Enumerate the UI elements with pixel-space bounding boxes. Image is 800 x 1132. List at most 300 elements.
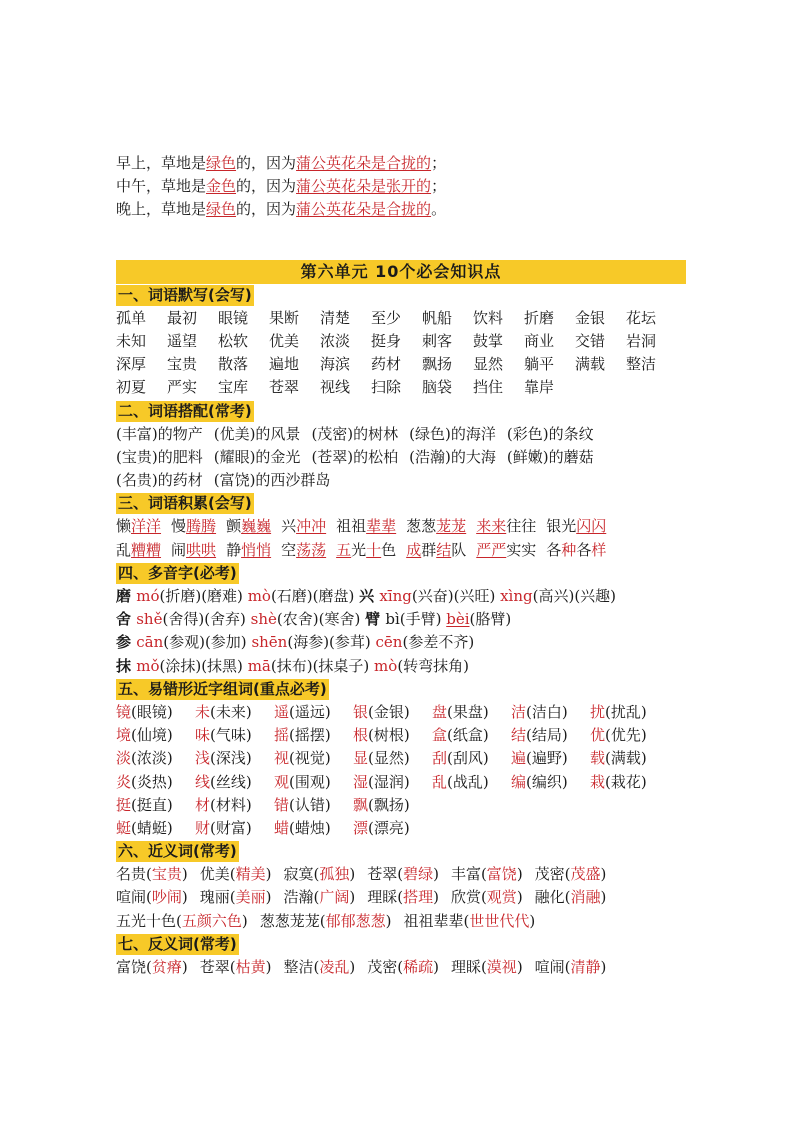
text-segment: 蒲公英花朵是合拢的 [296, 200, 432, 219]
polyphone-list [116, 585, 686, 678]
vocab-list [116, 307, 686, 400]
text-segment: ) [433, 888, 439, 907]
text-segment: xìng [500, 587, 533, 605]
pairing-row [116, 423, 686, 446]
text-segment: 往往 [506, 517, 537, 536]
section-heading-confusing-chars: 五、易错形近字组词(重点必考) [118, 679, 327, 698]
confusing-char: 遍 [511, 749, 527, 768]
accumulation-row [116, 515, 686, 538]
pairing-phrase: (彩色)的条纹 [506, 424, 594, 443]
vocab-row [116, 376, 686, 399]
text-segment: 富饶( [116, 958, 152, 976]
vocab-word: 视线 [320, 378, 351, 397]
unit-banner: 第六单元 10个必会知识点 [116, 260, 686, 284]
confusing-char: 湿 [353, 772, 369, 791]
vocab-word: 药材 [371, 355, 402, 374]
text-segment: 兴 [359, 587, 380, 605]
synonym-row [116, 863, 686, 886]
text-segment: (高兴)(兴趣) [532, 587, 617, 605]
confusing-word: (洁白) [526, 702, 568, 721]
text-segment: 光 [351, 540, 367, 559]
confusing-word: (浓淡) [131, 749, 173, 768]
confusing-pair [353, 771, 432, 794]
confusing-word: (战乱) [447, 772, 489, 791]
text-segment: 兴 [281, 517, 297, 536]
confusing-char: 结 [511, 726, 527, 745]
confusing-char: 刮 [432, 749, 448, 768]
text-segment: ) [433, 958, 439, 976]
text-segment: 队 [451, 540, 467, 559]
synonym-pair [367, 886, 439, 909]
section-heading-vocab-dictation: 一、词语默写(会写) [118, 285, 252, 304]
pairing-phrase: (绿色)的海洋 [409, 424, 496, 443]
synonym-pair [200, 863, 272, 886]
accumulation-phrase [116, 515, 161, 538]
confusing-char: 炎 [116, 772, 132, 791]
polyphone-row [116, 608, 686, 631]
vocab-word: 整洁 [626, 355, 657, 374]
confusing-char: 扰 [590, 702, 606, 721]
text-segment: 凌乱 [319, 958, 350, 976]
vocab-word: 帆船 [422, 308, 453, 327]
synonym-pair [260, 910, 392, 933]
text-segment: 慢 [171, 517, 187, 536]
text-segment: 悄悄 [241, 540, 272, 559]
polyphone-row [116, 631, 686, 654]
text-segment: 样 [591, 540, 607, 559]
text-segment: 晚上，草地是 [116, 200, 207, 219]
accumulation-phrase [226, 539, 271, 562]
text-segment: 懒 [116, 517, 132, 536]
text-segment: 祖祖 [336, 517, 367, 536]
text-segment: 腾腾 [186, 517, 217, 536]
confusing-char: 显 [353, 749, 369, 768]
vocab-word: 岩洞 [626, 331, 657, 350]
confusing-pair [274, 817, 353, 840]
intro-block [116, 152, 686, 222]
pairing-phrase: (优美)的风景 [213, 424, 301, 443]
vocab-word: 饮料 [473, 308, 504, 327]
text-segment: 的，因为 [236, 177, 297, 196]
text-segment: mò [247, 587, 271, 605]
confusing-word: (显然) [368, 749, 410, 768]
vocab-word: 海滨 [320, 355, 351, 374]
text-segment: 闪闪 [576, 517, 607, 536]
confusing-char: 错 [274, 795, 290, 814]
text-segment: 理睬( [367, 888, 404, 907]
confusing-word: (纸盒) [447, 726, 489, 745]
confusing-row [116, 817, 686, 840]
vocab-word: 严实 [167, 378, 198, 397]
synonym-pair [116, 910, 248, 933]
vocab-word: 挡住 [473, 378, 504, 397]
confusing-pair [511, 724, 590, 747]
confusing-pair [274, 771, 353, 794]
pairing-list [116, 423, 686, 493]
text-segment: 稀疏 [403, 958, 434, 976]
text-segment: 的，因为 [236, 154, 297, 172]
confusing-char: 根 [353, 726, 369, 745]
text-segment: 成 [406, 540, 422, 559]
confusing-pair [511, 701, 590, 724]
text-segment: 空 [281, 540, 297, 559]
text-segment: 哄哄 [186, 540, 217, 559]
confusing-word: (仙境) [131, 726, 173, 745]
confusing-pair [195, 701, 274, 724]
text-segment: shēn [251, 633, 288, 652]
confusing-pair [274, 701, 353, 724]
confusing-pair [116, 747, 195, 770]
text-segment: 磨 [116, 587, 137, 605]
text-segment: 喧闹( [534, 958, 571, 976]
confusing-pair [432, 747, 511, 770]
accumulation-phrase [116, 539, 161, 562]
accumulation-phrase [546, 515, 606, 538]
vocab-row [116, 353, 686, 376]
vocab-word: 宝库 [218, 378, 249, 397]
intro-sentence [116, 198, 686, 221]
confusing-char: 编 [511, 772, 527, 791]
confusing-pair [116, 817, 195, 840]
intro-sentence [116, 175, 686, 198]
confusing-word: (未来) [210, 702, 252, 721]
text-segment: 富饶 [486, 865, 517, 884]
confusing-pair [353, 747, 432, 770]
confusing-word: (刮风) [447, 749, 489, 768]
accumulation-phrase [336, 515, 396, 538]
vocab-word: 刺客 [422, 331, 453, 350]
text-segment: ) [181, 888, 188, 907]
vocab-row [116, 330, 686, 353]
confusing-word: (蜻蜓) [131, 818, 173, 837]
text-segment: 祖祖辈辈( [403, 911, 470, 930]
synonym-pair [367, 863, 439, 886]
vocab-word: 果断 [269, 308, 300, 327]
confusing-pair [353, 724, 432, 747]
confusing-pair [432, 724, 511, 747]
text-segment: ) [349, 958, 356, 976]
confusing-pair [195, 724, 274, 747]
text-segment: ) [349, 865, 356, 884]
confusing-char: 乱 [432, 772, 448, 791]
vocab-word: 满载 [575, 355, 606, 374]
accumulation-phrase [406, 515, 466, 538]
confusing-char: 摇 [274, 726, 290, 745]
vocab-word: 松软 [218, 331, 249, 350]
text-segment: 苍翠( [367, 865, 404, 884]
pairing-row [116, 469, 686, 492]
text-segment: 绿色 [206, 154, 237, 172]
antonym-list [116, 956, 686, 979]
confusing-row [116, 747, 686, 770]
text-segment: ) [529, 911, 536, 930]
vocab-word: 散落 [218, 355, 249, 374]
text-segment: mā [247, 656, 271, 675]
confusing-word: (丝线) [210, 772, 252, 791]
confusing-word: (摇摆) [289, 726, 331, 745]
vocab-word: 遥望 [167, 331, 198, 350]
text-segment: ) [516, 958, 523, 976]
confusing-word: (遥远) [289, 702, 331, 721]
confusing-pair [116, 771, 195, 794]
text-segment: (兴奋)(兴旺) [411, 587, 501, 605]
text-segment: 冲冲 [296, 517, 327, 536]
antonym-pair [200, 956, 272, 979]
text-segment: (折磨)(磨难) [159, 587, 248, 605]
antonym-pair [283, 956, 355, 979]
vocab-word: 优美 [269, 331, 300, 350]
confusing-word: (湿润) [368, 772, 410, 791]
vocab-word: 花坛 [626, 308, 657, 327]
confusing-char-list [116, 701, 686, 840]
text-segment: 绿色 [206, 200, 237, 219]
text-segment: shè [250, 610, 277, 629]
text-segment: mó [136, 587, 160, 605]
confusing-char: 载 [590, 749, 606, 768]
confusing-char: 优 [590, 726, 606, 745]
text-segment: 抹 [116, 656, 137, 675]
confusing-pair [195, 747, 274, 770]
text-segment: 浩瀚( [283, 888, 320, 907]
text-segment: 五光十色( [116, 911, 182, 930]
vocab-word: 脑袋 [422, 378, 453, 397]
vocab-word: 深厚 [116, 355, 147, 374]
confusing-char: 盘 [432, 702, 448, 721]
text-segment: (农舍)(寒舍) [276, 610, 366, 629]
synonym-pair [451, 886, 523, 909]
confusing-char: 材 [195, 795, 211, 814]
text-segment: 舍 [116, 610, 137, 629]
confusing-pair [432, 771, 511, 794]
confusing-pair [511, 747, 590, 770]
text-segment: 名贵( [116, 865, 152, 884]
vocab-word: 浓淡 [320, 331, 351, 350]
text-segment: 漠视 [486, 958, 517, 976]
text-segment: ； [431, 177, 447, 196]
text-segment: 十 [366, 540, 382, 559]
text-segment: 严严 [476, 540, 507, 559]
pairing-phrase: (浩瀚)的大海 [409, 447, 496, 466]
text-segment: ) [181, 865, 188, 884]
confusing-pair [274, 724, 353, 747]
text-segment: 理睬( [450, 958, 487, 976]
confusing-pair [353, 817, 432, 840]
pairing-phrase: (苍翠)的松柏 [311, 447, 399, 466]
vocab-word: 金银 [575, 308, 606, 327]
text-segment: shě [136, 610, 163, 629]
text-segment: 参 [116, 633, 137, 652]
confusing-char: 未 [195, 702, 211, 721]
text-segment: 茂密( [367, 958, 404, 976]
text-segment: (参差不齐) [402, 633, 475, 652]
confusing-char: 遥 [274, 702, 290, 721]
section-heading-word-accumulation: 三、词语积累(会写) [118, 494, 252, 513]
text-segment: 金色 [206, 177, 237, 196]
confusing-char: 镜 [116, 702, 132, 721]
text-segment: 郁郁葱葱 [325, 911, 386, 930]
confusing-char: 银 [353, 702, 369, 721]
confusing-pair [590, 701, 669, 724]
text-segment: 苍翠( [199, 958, 236, 976]
accumulation-phrase [171, 539, 216, 562]
vocab-word: 孤单 [116, 308, 147, 327]
confusing-char: 栽 [590, 772, 606, 791]
pairing-row [116, 446, 686, 469]
vocab-word: 靠岸 [524, 378, 555, 397]
intro-sentence [116, 152, 686, 175]
pairing-phrase: (富饶)的西沙群岛 [213, 471, 331, 490]
text-segment: 欣赏( [450, 888, 487, 907]
confusing-word: (树根) [368, 726, 410, 745]
text-segment: ) [600, 958, 607, 976]
confusing-word: (深浅) [210, 749, 252, 768]
confusing-pair [274, 747, 353, 770]
confusing-word: (财富) [210, 818, 252, 837]
text-segment: ) [181, 958, 188, 976]
confusing-word: (扰乱) [605, 702, 647, 721]
confusing-pair [116, 724, 195, 747]
text-segment: (舍得)(舍弃) [162, 610, 251, 629]
vocab-word: 眼镜 [218, 308, 249, 327]
accumulation-phrase [336, 539, 396, 562]
text-segment: ) [241, 911, 248, 930]
confusing-char: 线 [195, 772, 211, 791]
text-segment: 观赏 [486, 888, 517, 907]
confusing-word: (眼镜) [131, 702, 173, 721]
section-heading-polyphones: 四、多音字(必考) [118, 563, 237, 582]
text-segment: 结 [436, 540, 452, 559]
confusing-pair [195, 794, 274, 817]
text-segment: 瑰丽( [199, 888, 236, 907]
text-segment: 荡荡 [296, 540, 327, 559]
polyphone-row [116, 585, 686, 608]
text-segment: mǒ [136, 656, 160, 675]
text-segment: 辈辈 [366, 517, 397, 536]
text-segment: 清静 [570, 958, 601, 976]
confusing-char: 观 [274, 772, 290, 791]
text-segment: 喧闹( [116, 888, 152, 907]
vocab-word: 至少 [371, 308, 402, 327]
text-segment: ) [516, 865, 523, 884]
accumulation-phrase [281, 539, 326, 562]
confusing-word: (遍野) [526, 749, 568, 768]
text-segment: 五 [336, 540, 352, 559]
text-segment: 贫瘠 [151, 958, 182, 976]
confusing-word: (优先) [605, 726, 647, 745]
antonym-pair [116, 956, 188, 979]
text-segment: 枯黄 [235, 958, 266, 976]
text-segment: (胳臂) [469, 610, 512, 629]
synonym-pair [116, 886, 188, 909]
vocab-word: 清楚 [320, 308, 351, 327]
confusing-char: 挺 [116, 795, 132, 814]
confusing-char: 蜡 [274, 818, 290, 837]
confusing-word: (材料) [210, 795, 252, 814]
confusing-word: (飘扬) [368, 795, 410, 814]
text-segment: 美丽 [235, 888, 266, 907]
text-segment: ) [600, 888, 607, 907]
confusing-pair [353, 701, 432, 724]
vocab-word: 初夏 [116, 378, 147, 397]
confusing-word: (编织) [526, 772, 568, 791]
text-segment: 五颜六色 [181, 911, 242, 930]
synonym-pair [116, 863, 188, 886]
vocab-word: 苍翠 [269, 378, 300, 397]
text-segment: 蒲公英花朵是张开的 [296, 177, 432, 196]
text-segment: 。 [431, 200, 447, 219]
confusing-word: (果盘) [447, 702, 489, 721]
text-segment: 色 [381, 540, 397, 559]
vocab-word: 商业 [524, 331, 555, 350]
vocab-word: 挺身 [371, 331, 402, 350]
synonym-pair [535, 886, 607, 909]
text-segment: 碧绿 [403, 865, 434, 884]
vocab-word: 折磨 [524, 308, 555, 327]
text-segment: ) [600, 865, 607, 884]
section-heading-antonyms: 七、反义词(常考) [118, 934, 237, 953]
text-segment: 闹 [171, 540, 187, 559]
synonym-row [116, 886, 686, 909]
confusing-char: 视 [274, 749, 290, 768]
confusing-word: (结局) [526, 726, 568, 745]
accumulation-phrase [226, 515, 271, 538]
text-segment: 整洁( [283, 958, 320, 976]
confusing-pair [590, 724, 669, 747]
confusing-char: 洁 [511, 702, 527, 721]
text-segment: 优美( [199, 865, 236, 884]
text-segment: 世世代代 [469, 911, 530, 930]
text-segment: bì(手臂) [385, 610, 447, 629]
accumulation-phrase [281, 515, 326, 538]
text-segment: 广阔 [319, 888, 350, 907]
antonym-pair [451, 956, 523, 979]
confusing-pair [274, 794, 353, 817]
accumulation-phrase [171, 515, 216, 538]
antonym-row [116, 956, 686, 979]
confusing-word: (挺直) [131, 795, 173, 814]
text-segment: 丰富( [450, 865, 487, 884]
confusing-row [116, 794, 686, 817]
text-segment: ) [433, 865, 439, 884]
synonym-pair [283, 886, 355, 909]
vocab-word: 扫除 [371, 378, 402, 397]
text-segment: (涂抹)(抹黑) [159, 656, 248, 675]
confusing-word: (视觉) [289, 749, 331, 768]
text-segment: mò [374, 656, 398, 675]
text-segment: (石磨)(磨盘) [270, 587, 360, 605]
text-segment: 颤 [226, 517, 242, 536]
confusing-word: (蜡烛) [289, 818, 331, 837]
text-segment: 搭理 [403, 888, 434, 907]
text-segment: 茂密( [534, 865, 571, 884]
section-heading-synonyms: 六、近义词(常考) [118, 842, 237, 861]
synonym-row [116, 910, 686, 933]
text-segment: ； [431, 154, 447, 172]
text-segment: ) [516, 888, 523, 907]
text-segment: ) [349, 888, 356, 907]
text-segment: 消融 [570, 888, 601, 907]
confusing-char: 财 [195, 818, 211, 837]
accumulation-phrase [546, 539, 606, 562]
confusing-char: 飘 [353, 795, 369, 814]
section-heading-word-pairing: 二、词语搭配(常考) [118, 401, 252, 420]
vocab-word: 遍地 [269, 355, 300, 374]
pairing-phrase: (宝贵)的肥料 [116, 447, 203, 466]
vocab-word: 鼓掌 [473, 331, 504, 350]
pairing-phrase: (名贵)的药材 [116, 471, 203, 490]
text-segment: 寂寞( [283, 865, 320, 884]
text-segment: 蒲公英花朵是合拢的 [296, 154, 432, 172]
